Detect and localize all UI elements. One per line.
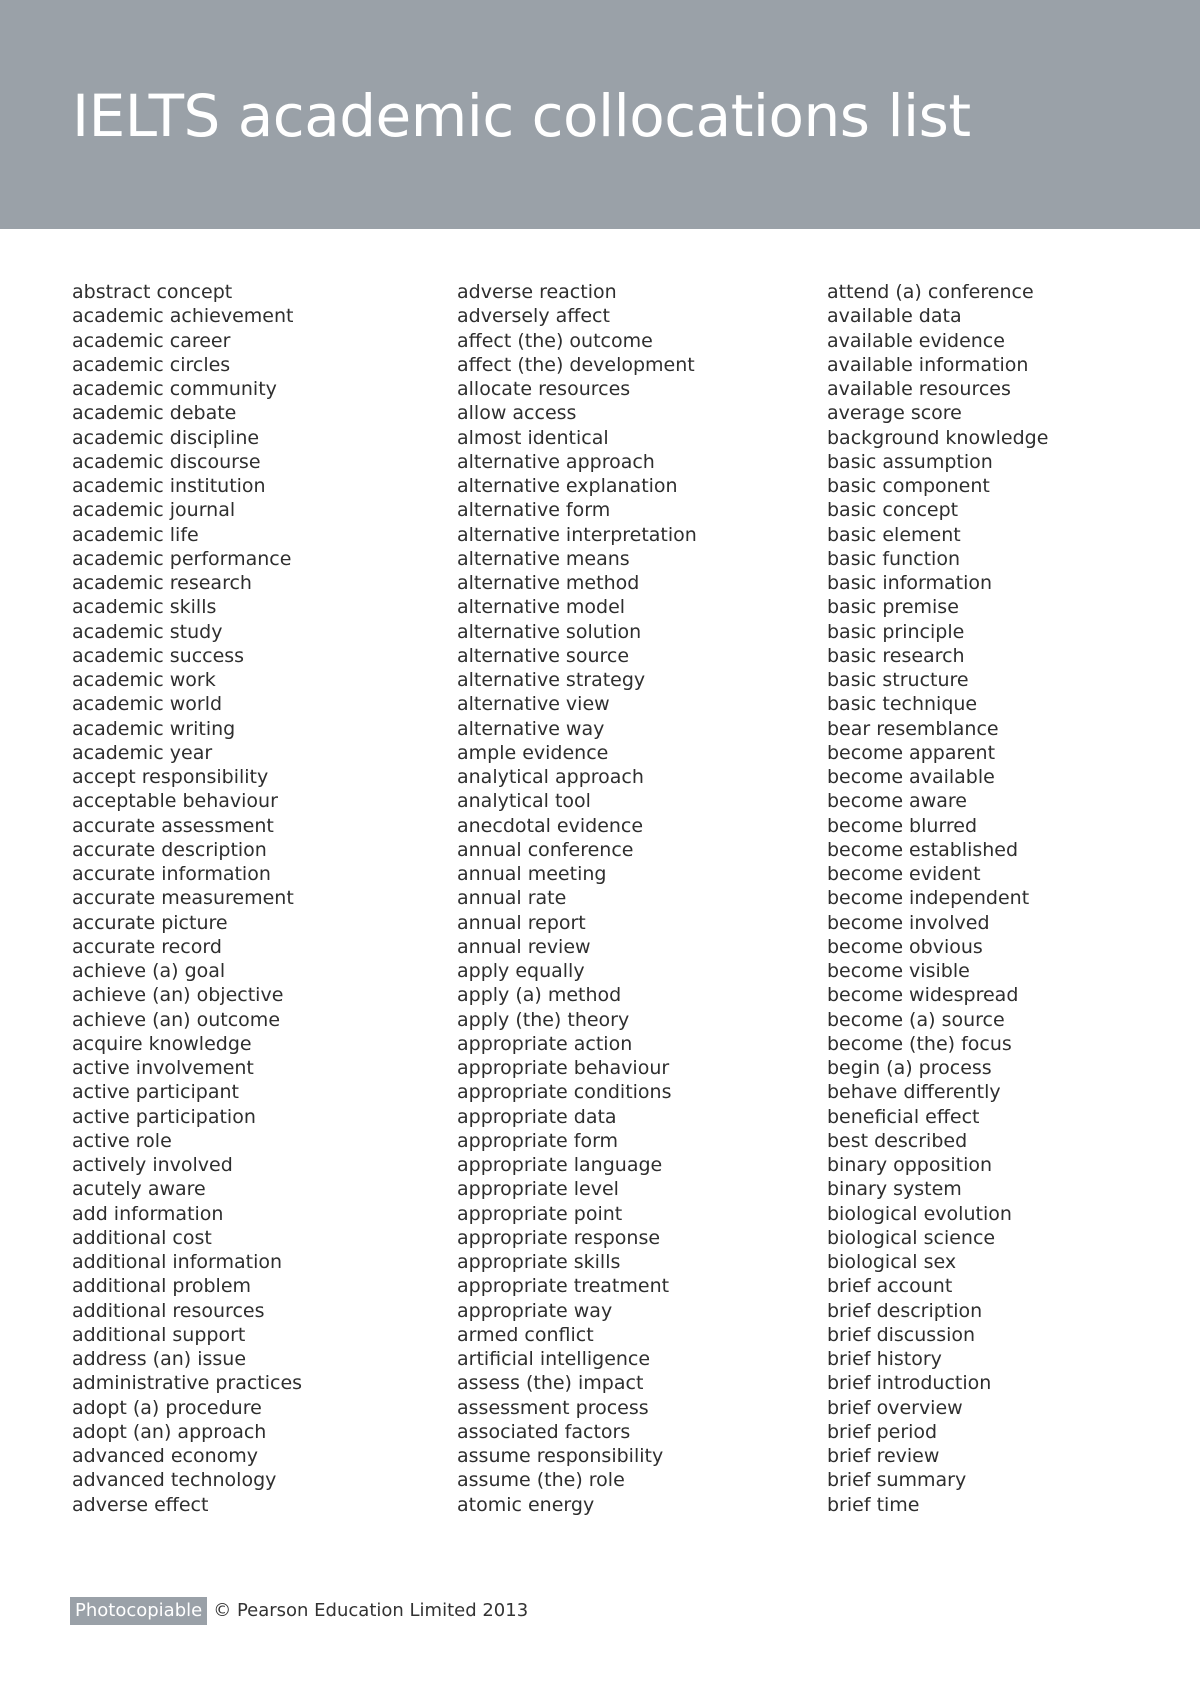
collocation-item: assessment process — [457, 1396, 649, 1419]
collocation-item: active involvement — [72, 1057, 254, 1079]
collocation-item: alternative strategy — [457, 669, 646, 691]
collocation-item: become independent — [827, 887, 1030, 910]
collocation-item: academic research — [72, 572, 252, 594]
collocation-item: acquire knowledge — [72, 1032, 252, 1055]
collocation-item: academic life — [72, 523, 199, 546]
footer — [70, 1597, 528, 1625]
collocation-item: active participation — [72, 1105, 256, 1128]
collocation-item: adopt (a) procedure — [72, 1396, 262, 1419]
collocation-item: become involved — [827, 911, 990, 934]
collocation-item: assess (the) impact — [457, 1372, 644, 1395]
collocation-item: become (the) focus — [827, 1032, 1012, 1055]
collocation-item: basic assumption — [827, 450, 993, 473]
collocation-item: additional problem — [72, 1275, 252, 1298]
collocation-item: alternative way — [457, 717, 605, 740]
collocation-item: beneficial effect — [827, 1105, 980, 1128]
collocation-item: appropriate form — [457, 1129, 619, 1152]
collocation-item: annual review — [457, 935, 591, 958]
collocation-item: adverse reaction — [457, 281, 617, 303]
copyright-notice: © Pearson Education Limited 2013 — [213, 1600, 529, 1621]
collocation-item: apply equally — [457, 960, 585, 982]
collocations-column-2 — [457, 280, 697, 1517]
collocation-item: adverse effect — [72, 1493, 209, 1516]
collocation-item: almost identical — [457, 426, 609, 449]
collocation-item: academic discipline — [72, 426, 260, 449]
collocation-item: become available — [827, 766, 995, 788]
collocation-item: additional cost — [72, 1226, 212, 1249]
collocation-item: affect (the) outcome — [457, 329, 653, 352]
collocation-item: appropriate level — [457, 1178, 619, 1201]
collocation-item: basic component — [827, 475, 990, 497]
collocation-item: begin (a) process — [827, 1057, 992, 1079]
collocation-item: allow access — [457, 402, 577, 425]
collocations-column-1 — [72, 280, 302, 1517]
collocation-item: alternative source — [457, 644, 630, 667]
collocation-item: academic achievement — [72, 305, 294, 328]
collocation-item: academic performance — [72, 547, 292, 570]
collocation-item: academic discourse — [72, 450, 261, 473]
collocation-item: analytical tool — [457, 790, 591, 813]
collocation-item: alternative method — [457, 572, 640, 594]
collocation-item: abstract concept — [72, 281, 233, 303]
photocopiable-badge: Photocopiable — [70, 1597, 207, 1625]
collocation-item: accurate picture — [72, 911, 228, 934]
collocation-item: become blurred — [827, 814, 978, 837]
collocations-column-3 — [827, 280, 1048, 1517]
collocation-item: basic premise — [827, 596, 959, 619]
collocation-item: brief account — [827, 1275, 953, 1298]
collocation-item: background knowledge — [827, 426, 1049, 449]
collocation-item: appropriate conditions — [457, 1081, 672, 1104]
collocation-item: biological science — [827, 1226, 996, 1249]
collocation-item: biological evolution — [827, 1202, 1012, 1225]
collocation-item: actively involved — [72, 1154, 233, 1176]
collocation-item: become widespread — [827, 984, 1019, 1007]
collocation-item: achieve (an) objective — [72, 984, 284, 1007]
collocation-item: alternative model — [457, 596, 626, 619]
collocation-item: appropriate action — [457, 1032, 633, 1055]
collocation-item: annual conference — [457, 838, 634, 861]
collocation-item: appropriate behaviour — [457, 1057, 670, 1079]
collocation-item: best described — [827, 1129, 968, 1152]
collocation-item: appropriate response — [457, 1226, 661, 1249]
collocation-item: attend (a) conference — [827, 281, 1034, 303]
collocation-item: affect (the) development — [457, 353, 695, 376]
collocation-item: appropriate skills — [457, 1251, 621, 1273]
collocation-item: adversely affect — [457, 305, 610, 328]
collocation-item: available data — [827, 305, 962, 328]
collocation-item: brief overview — [827, 1396, 963, 1419]
collocation-item: binary system — [827, 1178, 962, 1201]
collocation-item: accurate description — [72, 838, 267, 861]
collocation-item: academic debate — [72, 402, 237, 425]
collocation-item: brief summary — [827, 1469, 967, 1492]
collocation-item: atomic energy — [457, 1493, 595, 1516]
collocation-item: brief review — [827, 1445, 940, 1467]
collocation-item: academic work — [72, 669, 216, 691]
collocation-item: additional support — [72, 1323, 246, 1346]
collocation-item: become aware — [827, 790, 967, 813]
collocation-item: advanced economy — [72, 1445, 259, 1467]
collocation-item: basic technique — [827, 693, 978, 716]
collocation-item: anecdotal evidence — [457, 814, 644, 837]
collocation-item: analytical approach — [457, 766, 644, 788]
collocation-item: brief description — [827, 1299, 983, 1322]
collocation-item: basic principle — [827, 620, 965, 643]
collocation-item: academic study — [72, 620, 223, 643]
collocation-item: basic element — [827, 523, 961, 546]
collocation-item: annual report — [457, 911, 586, 934]
collocation-item: appropriate data — [457, 1105, 617, 1128]
collocation-item: apply (a) method — [457, 984, 622, 1007]
collocation-item: appropriate language — [457, 1154, 663, 1176]
collocation-item: acutely aware — [72, 1178, 206, 1201]
collocation-item: assume responsibility — [457, 1445, 664, 1467]
collocation-item: acceptable behaviour — [72, 790, 278, 813]
collocation-item: appropriate point — [457, 1202, 623, 1225]
collocation-item: active role — [72, 1129, 172, 1152]
collocation-item: basic information — [827, 572, 993, 594]
collocation-item: brief period — [827, 1420, 938, 1443]
collocation-item: alternative explanation — [457, 475, 678, 497]
collocation-item: academic world — [72, 693, 223, 716]
collocation-item: academic career — [72, 329, 231, 352]
collocation-item: available evidence — [827, 329, 1005, 352]
collocation-item: active participant — [72, 1081, 239, 1104]
collocation-item: become established — [827, 838, 1019, 861]
collocation-item: academic year — [72, 741, 213, 764]
collocation-item: academic success — [72, 644, 245, 667]
collocation-item: additional resources — [72, 1299, 265, 1322]
collocation-item: behave differently — [827, 1081, 1001, 1104]
collocation-item: appropriate way — [457, 1299, 613, 1322]
collocation-item: academic writing — [72, 717, 236, 740]
collocation-item: accurate information — [72, 863, 271, 885]
collocation-item: brief history — [827, 1348, 942, 1370]
collocation-item: become (a) source — [827, 1008, 1005, 1031]
collocation-item: achieve (an) outcome — [72, 1008, 281, 1031]
collocation-item: academic institution — [72, 475, 266, 497]
collocation-item: academic journal — [72, 499, 236, 522]
collocation-item: available information — [827, 353, 1029, 376]
page-title: IELTS academic collocations list — [72, 82, 971, 150]
collocation-item: allocate resources — [457, 378, 631, 400]
collocation-item: brief introduction — [827, 1372, 992, 1395]
collocation-item: become visible — [827, 960, 970, 982]
collocation-item: biological sex — [827, 1251, 957, 1273]
collocation-item: alternative interpretation — [457, 523, 697, 546]
collocation-item: adopt (an) approach — [72, 1420, 267, 1443]
collocation-item: become obvious — [827, 935, 983, 958]
collocation-item: ample evidence — [457, 741, 609, 764]
collocation-item: artificial intelligence — [457, 1348, 651, 1370]
collocation-item: basic research — [827, 644, 965, 667]
collocation-item: academic skills — [72, 596, 217, 619]
collocation-item: accept responsibility — [72, 766, 269, 788]
collocation-item: accurate measurement — [72, 887, 294, 910]
collocation-item: alternative form — [457, 499, 611, 522]
collocation-item: associated factors — [457, 1420, 631, 1443]
collocation-item: additional information — [72, 1251, 283, 1273]
collocation-item: average score — [827, 402, 962, 425]
collocation-item: annual rate — [457, 887, 567, 910]
collocation-item: basic concept — [827, 499, 959, 522]
collocation-item: alternative view — [457, 693, 610, 716]
collocation-item: achieve (a) goal — [72, 960, 226, 982]
collocation-item: appropriate treatment — [457, 1275, 670, 1298]
collocation-item: administrative practices — [72, 1372, 303, 1395]
collocation-item: accurate record — [72, 935, 222, 958]
collocation-item: brief time — [827, 1493, 920, 1516]
collocation-item: armed conflict — [457, 1323, 594, 1346]
collocation-item: accurate assessment — [72, 814, 274, 837]
collocation-item: bear resemblance — [827, 717, 999, 740]
collocation-item: academic circles — [72, 353, 231, 376]
collocation-item: binary opposition — [827, 1154, 993, 1176]
collocation-item: become evident — [827, 863, 981, 885]
collocation-item: annual meeting — [457, 863, 607, 885]
collocation-item: advanced technology — [72, 1469, 277, 1492]
collocation-item: apply (the) theory — [457, 1008, 630, 1031]
collocation-item: available resources — [827, 378, 1011, 400]
collocation-item: address (an) issue — [72, 1348, 247, 1370]
collocation-item: alternative means — [457, 547, 630, 570]
collocation-item: basic structure — [827, 669, 969, 691]
collocation-item: alternative approach — [457, 450, 655, 473]
collocation-item: brief discussion — [827, 1323, 976, 1346]
collocation-item: assume (the) role — [457, 1469, 625, 1492]
header-band — [0, 0, 1200, 229]
collocation-item: basic function — [827, 547, 960, 570]
collocation-item: become apparent — [827, 741, 996, 764]
collocation-item: add information — [72, 1202, 224, 1225]
collocation-item: alternative solution — [457, 620, 642, 643]
collocation-item: academic community — [72, 378, 277, 400]
